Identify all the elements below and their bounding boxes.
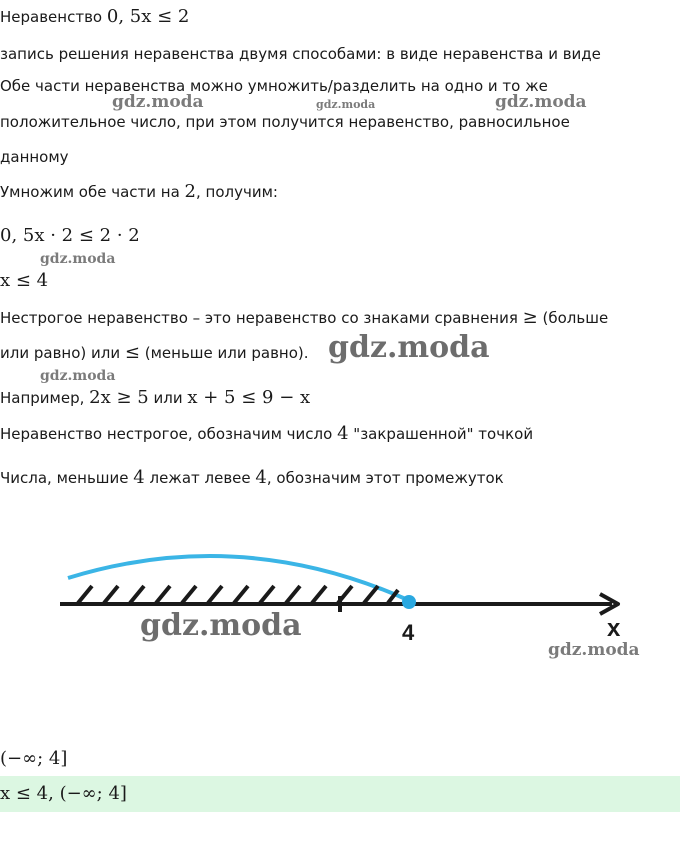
rule-text-line1: Обе части неравенства можно умножить/разделить на одно и то же [0, 77, 548, 95]
multiply-step-text [0, 181, 278, 203]
text-part: Например, [0, 389, 90, 407]
text-part: Неравенство нестрогое, обозначим число [0, 425, 338, 443]
filled-point [402, 595, 416, 609]
interval-note [0, 467, 504, 489]
text-part: или равно) или [0, 344, 125, 362]
example-text [0, 387, 310, 409]
interval-answer: (−∞; 4] [0, 748, 68, 769]
watermark-large: gdz.moda [328, 330, 490, 365]
math-part: 4 [255, 467, 267, 488]
watermark-large: gdz.moda [140, 608, 302, 643]
hatch-marks [78, 586, 398, 603]
result-math: x ≤ 4 [0, 270, 49, 291]
solution-methods-text: запись решения неравенства двумя способами: в виде неравенства и виде [0, 45, 601, 63]
text-part: лежат левее [144, 469, 256, 487]
text-part: Числа, меньшие [0, 469, 134, 487]
watermark: gdz.moda [495, 92, 587, 112]
axis-label: x [607, 615, 621, 642]
point-label: 4 [402, 620, 415, 645]
watermark: gdz.moda [548, 640, 640, 660]
math-part: ≥ [522, 307, 538, 328]
watermark: gdz.moda [40, 368, 116, 384]
math-part: 2x ≥ 5 [89, 387, 149, 408]
math-part: 4 [337, 423, 349, 444]
math-part: x + 5 ≤ 9 − x [187, 387, 311, 408]
text-part: "закрашенной" точкой [348, 425, 534, 443]
statement-math: 0, 5x ≤ 2 [106, 6, 190, 27]
math-part: ≤ [124, 342, 140, 363]
final-answer-box [0, 776, 680, 812]
text-part: (больше [537, 309, 609, 327]
watermark: gdz.moda [40, 251, 116, 267]
text-part: или [148, 389, 188, 407]
text-part: (меньше или равно). [139, 344, 309, 362]
watermark: gdz.moda [316, 98, 376, 111]
text-part: Нестрогое неравенство – это неравенство со знаками сравнения [0, 309, 523, 327]
text-part: Умножим обе части на [0, 183, 185, 201]
non-strict-note [0, 423, 533, 445]
interval-arc [68, 556, 408, 600]
inequality-statement [0, 6, 189, 28]
definition-line2 [0, 342, 309, 364]
rule-text-line2: положительное число, при этом получится неравенство, равносильное [0, 113, 570, 131]
math-part: 4 [133, 467, 145, 488]
watermark: gdz.moda [112, 92, 204, 112]
definition-line1 [0, 307, 608, 329]
multiply-step-math: 0, 5x · 2 ≤ 2 · 2 [0, 225, 140, 246]
math-part: 2 [184, 181, 196, 202]
text-part: , обозначим этот промежуток [266, 469, 504, 487]
statement-label: Неравенство [0, 8, 107, 26]
text-part: , получим: [196, 183, 278, 201]
final-answer: x ≤ 4, (−∞; 4] [0, 783, 127, 804]
rule-text-line3: данному [0, 148, 69, 166]
